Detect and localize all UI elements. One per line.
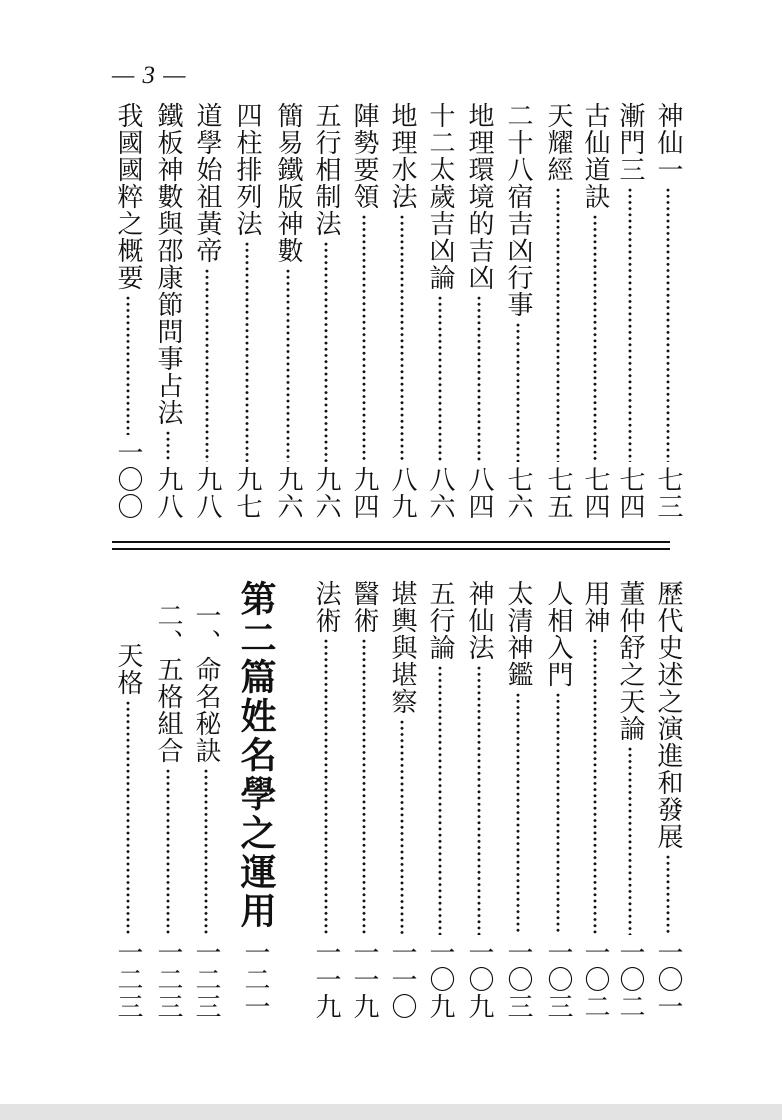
toc-entry xyxy=(150,102,186,520)
leader-dots xyxy=(593,214,597,462)
entry-page: 七三 xyxy=(653,466,683,520)
toc-entry xyxy=(577,580,613,1020)
toc-entry xyxy=(612,102,648,520)
leader-dots xyxy=(556,187,560,462)
chapter-label: 第二篇 xyxy=(235,580,276,697)
toc-entry xyxy=(150,602,186,1020)
entry-title: 二十八宿吉凶行事 xyxy=(503,102,533,318)
toc-entry xyxy=(189,102,225,520)
entry-page: 一〇〇 xyxy=(113,439,143,520)
toc-entry xyxy=(270,102,306,520)
entry-title: 人相入門 xyxy=(543,580,573,688)
entry-page: 一二三 xyxy=(191,939,221,1020)
leader-dots xyxy=(400,719,404,935)
entry-page: 九八 xyxy=(192,466,222,520)
leader-dots xyxy=(286,268,290,462)
entry-page: 一〇三 xyxy=(503,939,533,1020)
toc-entry xyxy=(384,102,420,520)
entry-page: 八六 xyxy=(425,466,455,520)
toc-entry xyxy=(110,102,146,520)
entry-page: 九六 xyxy=(311,466,341,520)
toc-entry xyxy=(308,102,344,520)
entry-title: 簡易鐵版神數 xyxy=(273,102,303,264)
entry-title: 天格 xyxy=(113,642,143,696)
entry-title: 二、五格組合 xyxy=(153,602,183,764)
entry-page: 七四 xyxy=(580,466,610,520)
entry-page: 一〇三 xyxy=(543,939,573,1020)
leader-dots xyxy=(438,295,442,462)
leader-dots xyxy=(166,768,170,935)
toc-entry xyxy=(229,102,265,520)
toc-entry xyxy=(422,580,458,1020)
leader-dots xyxy=(324,241,328,462)
leader-dots xyxy=(516,322,520,462)
leader-dots xyxy=(628,746,632,935)
entry-title: 醫術 xyxy=(349,580,379,634)
entry-title: 神仙法 xyxy=(464,580,494,661)
entry-title: 漸門三 xyxy=(615,102,645,183)
entry-title: 法術 xyxy=(311,580,341,634)
entry-page: 一〇二 xyxy=(580,939,610,1020)
toc-entry xyxy=(540,102,576,520)
toc-entry xyxy=(110,642,146,1020)
entry-page: 九八 xyxy=(153,466,183,520)
entry-page: 八四 xyxy=(464,466,494,520)
chapter-page: 一二一 xyxy=(240,939,270,1020)
toc-entry xyxy=(461,102,497,520)
leader-dots xyxy=(400,214,404,462)
toc-entry xyxy=(500,580,536,1020)
leader-dots xyxy=(205,268,209,462)
page-number: — 3 — xyxy=(112,62,187,89)
entry-page: 七五 xyxy=(543,466,573,520)
leader-dots xyxy=(126,700,130,935)
leader-dots xyxy=(362,214,366,462)
toc-entry xyxy=(461,580,497,1020)
toc-entry xyxy=(540,580,576,1020)
chapter-title: 姓名學之運用 xyxy=(235,697,276,931)
entry-title: 道學始祖黃帝 xyxy=(192,102,222,264)
entry-title: 鐵板神數與邵康節問事占法 xyxy=(153,102,183,426)
leader-dots xyxy=(477,295,481,462)
entry-title: 十二太歲吉凶論 xyxy=(425,102,455,291)
leader-dots xyxy=(324,638,328,935)
toc-entry xyxy=(188,602,224,1020)
leader-dots xyxy=(477,665,481,935)
leader-dots xyxy=(245,241,249,462)
entry-page: 九六 xyxy=(273,466,303,520)
entry-title: 五行相制法 xyxy=(311,102,341,237)
entry-title: 天耀經 xyxy=(543,102,573,183)
leader-dots xyxy=(593,638,597,935)
leader-dots xyxy=(166,430,170,462)
leader-dots xyxy=(556,692,560,935)
leader-dots xyxy=(362,638,366,935)
entry-title: 堪輿與堪察 xyxy=(387,580,417,715)
entry-page: 九四 xyxy=(349,466,379,520)
toc-entry xyxy=(384,580,420,1020)
entry-title: 董仲舒之天論 xyxy=(615,580,645,742)
leader-dots xyxy=(126,295,130,435)
toc-entry xyxy=(346,580,382,1020)
entry-title: 神仙一 xyxy=(653,102,683,183)
entry-page: 八九 xyxy=(387,466,417,520)
entry-page: 一〇九 xyxy=(425,939,455,1020)
entry-title: 古仙道訣 xyxy=(580,102,610,210)
entry-page: 一〇九 xyxy=(464,939,494,1020)
chapter-heading xyxy=(233,580,277,1020)
leader-dots xyxy=(204,768,208,935)
entry-page: 一一〇 xyxy=(387,939,417,1020)
toc-entry xyxy=(650,580,686,1020)
entry-page: 一二三 xyxy=(113,939,143,1020)
toc-entry xyxy=(650,102,686,520)
entry-title: 地理水法 xyxy=(387,102,417,210)
toc-entry xyxy=(422,102,458,520)
leader-dots xyxy=(628,187,632,462)
entry-page: 一一九 xyxy=(311,939,341,1020)
entry-page: 一二三 xyxy=(153,939,183,1020)
entry-page: 七四 xyxy=(615,466,645,520)
entry-title: 太清神鑑 xyxy=(503,580,533,688)
entry-title: 五行論 xyxy=(425,580,455,661)
leader-dots xyxy=(666,854,670,935)
toc-entry xyxy=(577,102,613,520)
entry-title: 陣勢要領 xyxy=(349,102,379,210)
entry-page: 七六 xyxy=(503,466,533,520)
entry-page: 一〇一 xyxy=(653,939,683,1020)
entry-title: 我國國粹之概要 xyxy=(113,102,143,291)
toc-entry xyxy=(308,580,344,1020)
leader-dots xyxy=(516,692,520,935)
section-divider xyxy=(112,541,670,550)
entry-title: 四柱排列法 xyxy=(232,102,262,237)
toc-entry xyxy=(500,102,536,520)
leader-dots xyxy=(438,665,442,935)
entry-page: 一〇二 xyxy=(615,939,645,1020)
leader-dots xyxy=(666,187,670,462)
entry-page: 九七 xyxy=(232,466,262,520)
toc-entry xyxy=(612,580,648,1020)
scan-edge xyxy=(0,1104,782,1120)
entry-page: 一一九 xyxy=(349,939,379,1020)
entry-title: 一、命名秘訣 xyxy=(191,602,221,764)
entry-title: 用神 xyxy=(580,580,610,634)
toc-entry xyxy=(346,102,382,520)
entry-title: 地理環境的吉凶 xyxy=(464,102,494,291)
entry-title: 歷代史述之演進和發展 xyxy=(653,580,683,850)
